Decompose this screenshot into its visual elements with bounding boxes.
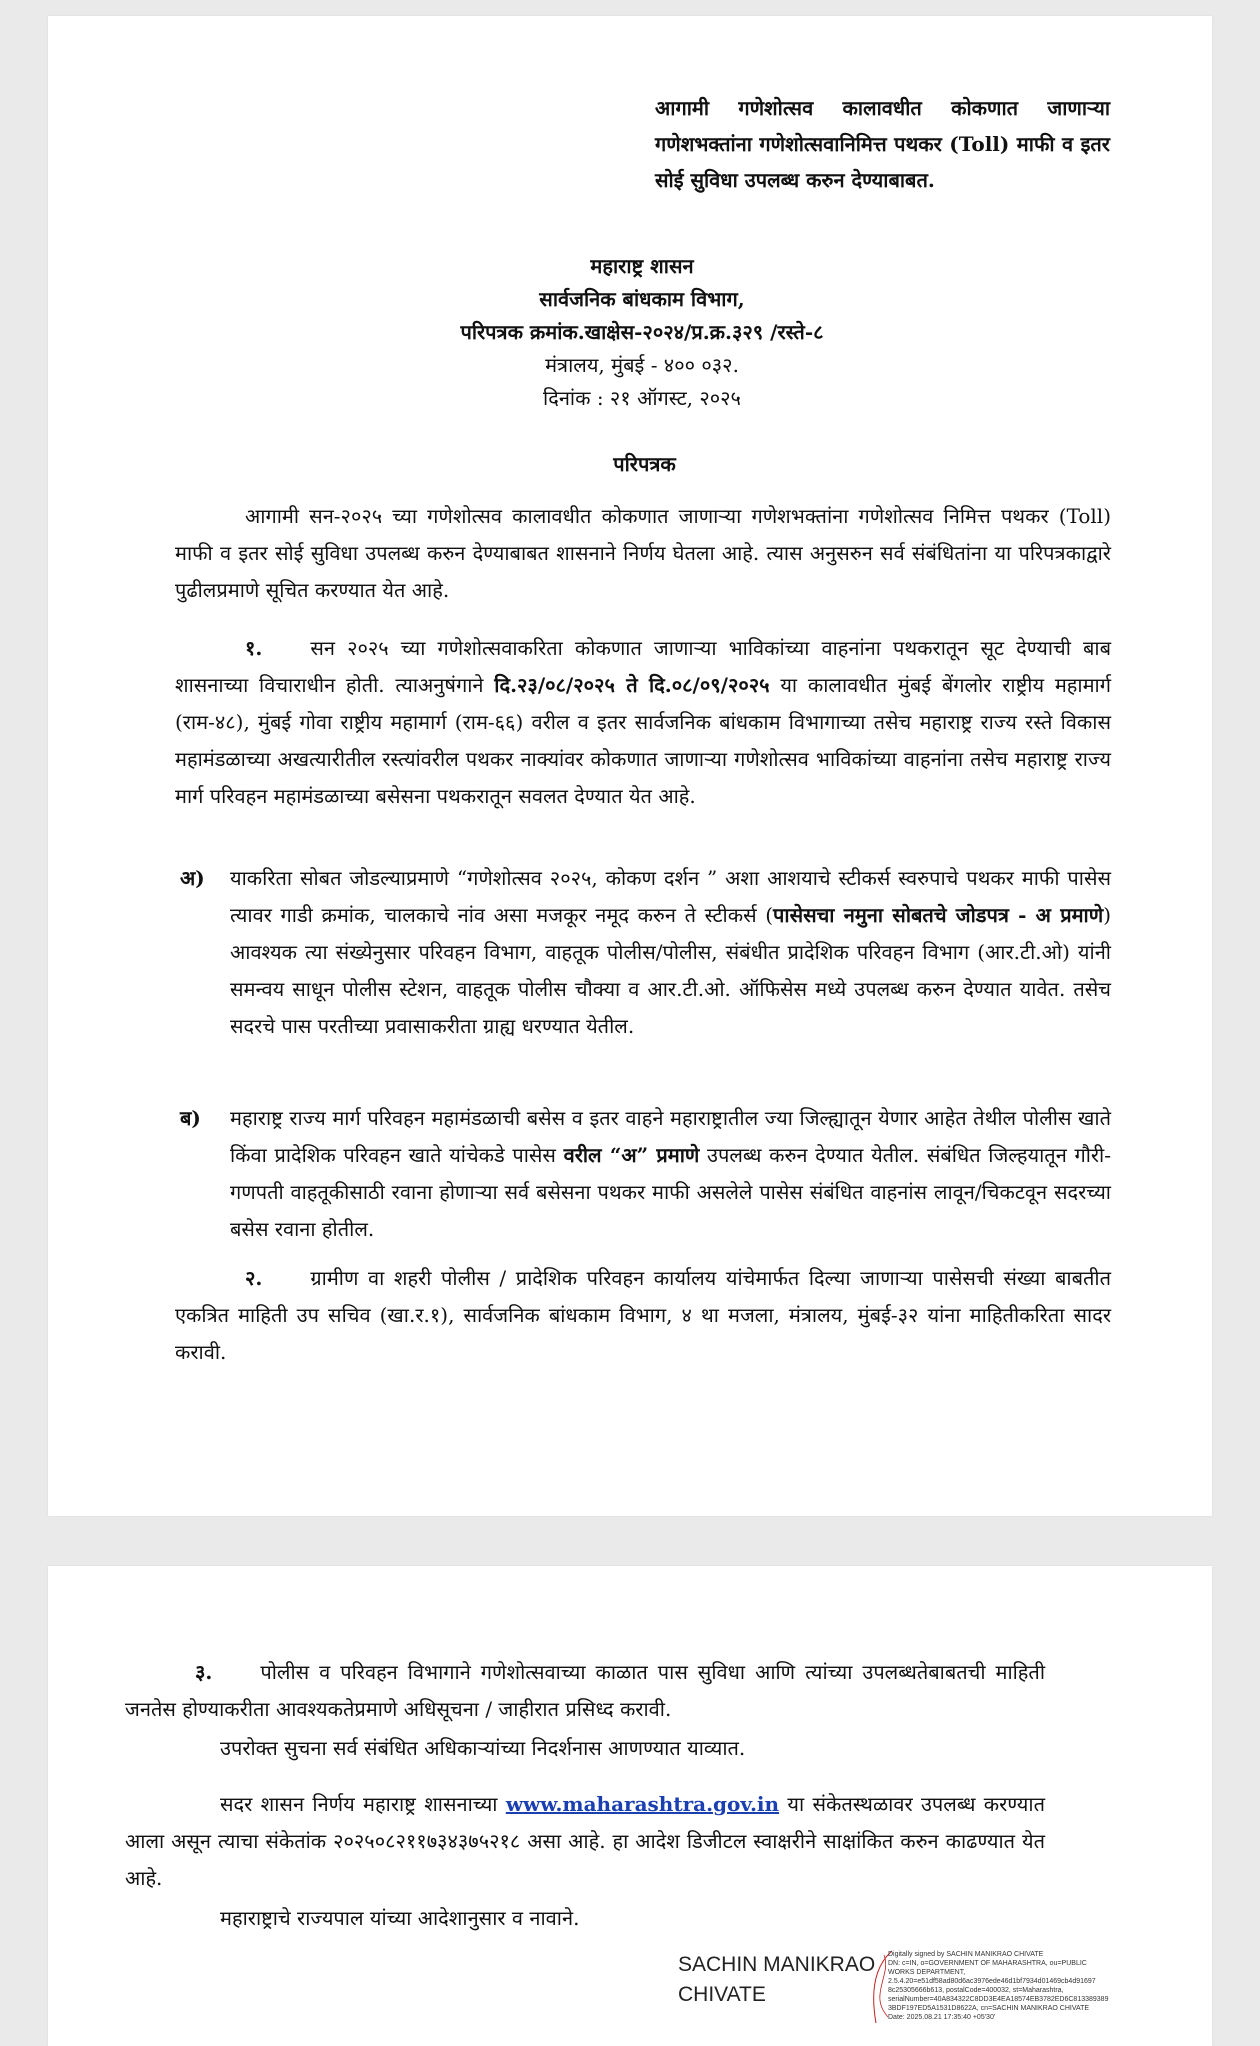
- clause-3-number: ३.: [195, 1660, 213, 1684]
- circular-date: दिनांक : २१ ऑगस्ट, २०२५: [543, 386, 741, 410]
- digital-signature-line: 8c25305666b613, postalCode=400032, st=Maharashtra,: [888, 1987, 1064, 1994]
- sub-clause-a-text: [230, 860, 1111, 1045]
- clause-1-number: १.: [245, 636, 263, 660]
- sub-clause-b-label: ब): [180, 1106, 201, 1130]
- signer-name-line: CHIVATE: [678, 1983, 766, 2006]
- subject-heading: आगामी गणेशोत्सव कालावधीत कोकणात जाणाऱ्या गणेशभक्तांना गणेशोत्सवानिमित्त पथकर (Toll) माफी व इतर सोई सुविधा उपलब्ध करुन देण्याबाबत.: [655, 96, 1110, 192]
- sub-clause-a-text-part: याकरिता सोबत जोडल्याप्रमाणे “गणेशोत्सव २०२५, कोकण दर्शन ” अशा आशयाचे स्टीकर्स स्वरुपाचे पथकर माफी पासेस त्यावर गाडी क्रमांक, चालकाचे नांव असा मजकूर नमूद करुन ते स्टीकर्स (: [230, 866, 1111, 927]
- publication-text: सदर शासन निर्णय महाराष्ट्र शासनाच्या: [220, 1792, 506, 1816]
- publication-text: या संकेतस्थळावर उपलब्ध करण्यात आला असून त्याचा संकेतांक २०२५०८२११७३४३७५२१८ असा आहे. हा आदेश डिजीटल स्वाक्षरीने साक्षांकित करुन काढण्यात येत आहे.: [125, 1792, 1045, 1890]
- sub-clause-b-text-part: उपलब्ध करुन देण्यात येतील. संबंधित जिल्हयातून गौरी-गणपती वाहतूकीसाठी रवाना होणाऱ्या सर्व बसेसना पथकर माफी असलेले पासेस संबंधित वाहनांस लावून/चिकटवून सदरच्या बसेस रवाना होतील.: [230, 1143, 1111, 1241]
- clause-1-text: [175, 630, 1111, 815]
- clause-1-text-part: सन २०२५ च्या गणेशोत्सवाकरिता कोकणात जाणाऱ्या भाविकांच्या वाहनांना पथकरातून सूट देण्याची बाब शासनाच्या विचाराधीन होती. त्याअनुषंगाने: [175, 636, 1111, 697]
- letterhead: [0, 250, 1164, 415]
- sub-clause-a-bold: पासेसचा नमुना सोबतचे जोडपत्र - अ प्रमाणे: [773, 903, 1104, 927]
- governor-order-line: महाराष्ट्राचे राज्यपाल यांच्या आदेशानुसार व नावाने.: [220, 1906, 580, 1930]
- digital-signature-block: [888, 1950, 1109, 2022]
- clause-1-date-range: दि.२३/०८/२०२५ ते दि.०८/०९/२०२५: [494, 673, 770, 697]
- intro-paragraph: आगामी सन-२०२५ च्या गणेशोत्सव कालावधीत कोकणात जाणाऱ्या गणेशभक्तांना गणेशोत्सव निमित्त पथकर (Toll) माफी व इतर सोई सुविधा उपलब्ध करुन देण्याबाबत शासनाने निर्णय घेतला आहे. त्यास अनुसरुन सर्व संबंधितांना या परिपत्रकाद्वारे पुढीलप्रमाणे सूचित करण्यात येत आहे.: [175, 504, 1111, 602]
- department-name: सार्वजनिक बांधकाम विभाग,: [539, 287, 745, 311]
- clause-2-text: [175, 1260, 1111, 1371]
- clause-2-text-part: ग्रामीण वा शहरी पोलीस / प्रादेशिक परिवहन कार्यालय यांचेमार्फत दिल्या जाणाऱ्या पासेसची संख्या बाबतीत एकत्रित माहिती उप सचिव (खा.र.१), सार्वजनिक बांधकाम विभाग, ४ था मजला, मंत्रालय, मुंबई-३२ यांना माहितीकरिता सादर करावी.: [175, 1266, 1111, 1364]
- clause-3-text-part: पोलीस व परिवहन विभागाने गणेशोत्सवाच्या काळात पास सुविधा आणि त्यांच्या उपलब्धतेबाबतची माहिती जनतेस होण्याकरीता आवश्यकतेप्रमाणे अधिसूचना / जाहीरात प्रसिध्द करावी.: [125, 1660, 1045, 1721]
- sub-clause-b-bold: वरील “अ” प्रमाणे: [563, 1143, 700, 1167]
- clause-2-number: २.: [245, 1266, 263, 1290]
- digital-signature-line: Date: 2025.08.21 17:35:40 +05'30': [888, 2014, 996, 2021]
- signer-name-line: SACHIN MANIKRAO: [678, 1953, 876, 1976]
- clause-3-text: [125, 1654, 1045, 1728]
- digital-signature-line: 3BDF197ED5A1531D8622A, cn=SACHIN MANIKRAO CHIVATE: [888, 2005, 1090, 2012]
- website-link[interactable]: www.maharashtra.gov.in: [505, 1792, 780, 1816]
- digital-signature-line: DN: c=IN, o=GOVERNMENT OF MAHARASHTRA, ou=PUBLIC WORKS DEPARTMENT,: [888, 1960, 1087, 1976]
- office-address: मंत्रालय, मुंबई - ४०० ०३२.: [545, 353, 739, 377]
- sub-clause-a-text-part: ) आवश्यक त्या संख्येनुसार परिवहन विभाग, वाहतूक पोलीस/पोलीस, संबंधीत प्रादेशिक परिवहन विभाग (आर.टी.ओ) यांनी समन्वय साधून पोलीस स्टेशन, वाहतूक पोलीस चौक्या व आर.टी.ओ. ऑफिसेस मध्ये उपलब्ध करुन देण्यात यावेत. तसेच सदरचे पास परतीच्या प्रवासाकरीता ग्राह्य धरण्यात येतील.: [230, 903, 1111, 1038]
- circular-number: परिपत्रक क्रमांक.खाक्षेस-२०२४/प्र.क्र.३२९ /रस्ते-८: [460, 320, 824, 344]
- clause-1-text-part: या कालावधीत मुंबई बेंगलोर राष्ट्रीय महामार्ग (राम-४८), मुंबई गोवा राष्ट्रीय महामार्ग (राम-६६) वरील व इतर सार्वजनिक बांधकाम विभागाच्या तसेच महाराष्ट्र राज्य रस्ते विकास महामंडळाच्या अखत्यारीतील रस्त्यांवरील पथकर नाक्यांवर कोकणात जाणाऱ्या गणेशोत्सव भाविकांच्या वाहनांना तसेच महाराष्ट्र राज्य मार्ग परिवहन महामंडळाच्या बसेसना पथकरातून सवलत देण्यात येत आहे.: [175, 673, 1111, 808]
- digital-signature-line: serialNumber=40A834322C8DD3E4EA18574EB3782ED6C813389389: [888, 1996, 1109, 2003]
- closing-instruction: उपरोक्त सुचना सर्व संबंधित अधिकाऱ्यांच्या निदर्शनास आणण्यात याव्यात.: [220, 1736, 746, 1760]
- digital-signature-line: 2.5.4.20=e51df58ad80d6ac3976ede46d1bf7934d01469cb4d91697: [888, 1978, 1096, 1985]
- government-name: महाराष्ट्र शासन: [590, 254, 694, 278]
- sub-clause-b-text: [230, 1100, 1111, 1248]
- document-title: परिपत्रक: [613, 452, 676, 476]
- sub-clause-a-label: अ): [180, 866, 205, 890]
- sub-clause-b-text-part: महाराष्ट्र राज्य मार्ग परिवहन महामंडळाची बसेस व इतर वाहने महाराष्ट्रातील ज्या जिल्ह्यातून येणार आहेत तेथील पोलीस खाते किंवा प्रादेशिक परिवहन खाते यांचेकडे पासेस: [230, 1106, 1111, 1167]
- publication-note: [125, 1786, 1045, 1897]
- digital-signature-line: Digitally signed by SACHIN MANIKRAO CHIVATE: [888, 1951, 1044, 1958]
